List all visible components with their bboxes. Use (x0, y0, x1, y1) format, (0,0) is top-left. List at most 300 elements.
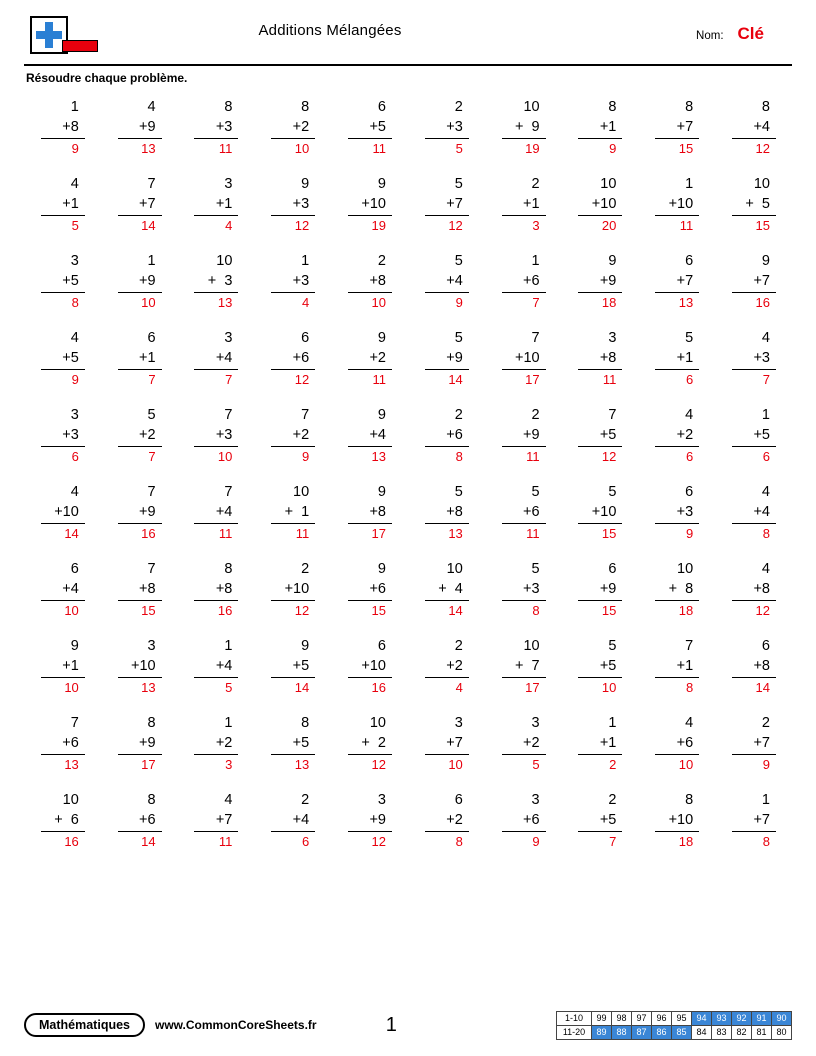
problem-addend: +3 (425, 117, 469, 139)
problem-answer: 11 (602, 372, 617, 387)
problem-addend: +5 (578, 656, 622, 678)
problem-top-number: 6 (608, 561, 617, 577)
problem-top-number: 7 (147, 484, 156, 500)
problem-answer: 9 (609, 141, 617, 156)
problem-cell (408, 636, 485, 697)
problem-top-number: 2 (761, 715, 770, 731)
problem-top-number: 10 (523, 99, 540, 115)
problem-top-number: 3 (224, 330, 233, 346)
problem-addend: + 1 (271, 502, 315, 524)
problem-cell (638, 405, 715, 466)
problem-addend: +3 (271, 194, 315, 216)
problem-answer: 10 (448, 757, 463, 772)
problem-cell (485, 328, 562, 389)
scoring-key-table (556, 1011, 792, 1040)
problem-addend: +9 (118, 117, 162, 139)
problem-answer: 11 (372, 141, 386, 156)
problem-addend: +9 (578, 579, 622, 601)
problem-answer: 11 (218, 526, 233, 541)
problem-top-number: 6 (377, 99, 386, 115)
problem-cell (254, 328, 331, 389)
problem-cell (254, 559, 331, 620)
problem-addend: +2 (194, 733, 238, 755)
problem-addend: +6 (348, 579, 392, 601)
problem-cell (254, 482, 331, 543)
problem-addend: +10 (655, 810, 699, 832)
problem-answer: 14 (294, 680, 310, 695)
problem-answer: 20 (601, 218, 617, 233)
problem-cell (562, 405, 639, 466)
problem-addend: +7 (194, 810, 238, 832)
problem-top-number: 9 (377, 176, 386, 192)
problem-top-number: 4 (70, 176, 79, 192)
scoring-key-cell: 93 (712, 1011, 732, 1025)
problem-answer: 4 (455, 680, 463, 695)
problem-top-number: 10 (62, 792, 79, 808)
problem-top-number: 1 (761, 407, 770, 423)
problem-addend: +6 (502, 502, 546, 524)
problem-answer: 19 (525, 141, 540, 156)
problem-cell (562, 97, 639, 158)
problem-cell (178, 174, 255, 235)
problem-cell (562, 636, 639, 697)
problem-top-number: 6 (70, 561, 79, 577)
problem-top-number: 8 (685, 792, 694, 808)
problem-cell (562, 174, 639, 235)
problem-answer: 6 (685, 372, 694, 387)
problem-cell (101, 97, 178, 158)
problem-cell (638, 97, 715, 158)
problem-cell (485, 790, 562, 851)
problem-addend: +6 (118, 810, 162, 832)
problem-answer: 14 (64, 526, 79, 541)
problem-top-number: 3 (224, 176, 233, 192)
problem-addend: +7 (655, 271, 699, 293)
problem-answer: 7 (225, 372, 233, 387)
problem-answer: 14 (448, 603, 463, 618)
problem-answer: 13 (371, 449, 386, 464)
problem-answer: 17 (371, 526, 386, 541)
problem-top-number: 9 (608, 253, 617, 269)
problem-cell (715, 97, 792, 158)
problem-cell (101, 482, 178, 543)
problem-top-number: 3 (531, 792, 540, 808)
problem-top-number: 3 (377, 792, 386, 808)
scoring-key-cell: 86 (652, 1025, 672, 1039)
problem-top-number: 5 (685, 330, 694, 346)
problem-cell (715, 636, 792, 697)
problem-top-number: 7 (608, 407, 617, 423)
problem-answer: 10 (371, 295, 386, 310)
problem-addend: +3 (194, 425, 238, 447)
problem-top-number: 3 (147, 638, 156, 654)
problem-addend: +9 (425, 348, 469, 370)
scoring-key-cell: 99 (592, 1011, 612, 1025)
problem-addend: +4 (271, 810, 315, 832)
header-divider (24, 64, 792, 66)
scoring-key-cell: 90 (772, 1011, 792, 1025)
problem-answer: 7 (148, 449, 156, 464)
problem-top-number: 8 (301, 715, 310, 731)
problem-addend: +6 (502, 271, 546, 293)
problem-answer: 12 (755, 603, 770, 618)
problem-answer: 10 (141, 295, 156, 310)
problem-addend: +8 (348, 271, 392, 293)
problem-top-number: 5 (454, 484, 463, 500)
problem-cell (331, 636, 408, 697)
problem-top-number: 6 (685, 253, 694, 269)
problem-addend: +10 (655, 194, 699, 216)
problem-answer: 15 (371, 603, 386, 618)
problem-answer: 8 (685, 680, 694, 695)
problem-top-number: 5 (608, 638, 617, 654)
problem-cell (638, 328, 715, 389)
problem-addend: +7 (655, 117, 699, 139)
problem-top-number: 1 (70, 99, 79, 115)
problem-answer: 7 (532, 295, 540, 310)
problem-top-number: 5 (454, 330, 463, 346)
problem-answer: 8 (455, 834, 463, 849)
problem-addend: +8 (348, 502, 392, 524)
problem-top-number: 1 (224, 638, 233, 654)
problem-addend: +2 (271, 117, 315, 139)
problem-addend: +10 (578, 502, 622, 524)
problem-addend: +5 (41, 271, 85, 293)
name-label: Nom: (696, 30, 724, 42)
problem-addend: +1 (578, 117, 622, 139)
problem-addend: +5 (41, 348, 85, 370)
website-link[interactable]: www.CommonCoreSheets.fr (155, 1018, 317, 1032)
problem-answer: 14 (755, 680, 770, 695)
problem-cell (101, 559, 178, 620)
problem-answer: 2 (609, 757, 617, 772)
problem-cell (715, 482, 792, 543)
problem-cell (254, 405, 331, 466)
problem-addend: +4 (425, 271, 469, 293)
problem-addend: +2 (348, 348, 392, 370)
problem-cell (715, 713, 792, 774)
problem-top-number: 5 (454, 176, 463, 192)
problem-top-number: 9 (377, 407, 386, 423)
problem-top-number: 1 (608, 715, 617, 731)
problem-cell (562, 559, 639, 620)
problem-cell (638, 559, 715, 620)
problem-cell (562, 251, 639, 312)
problem-answer: 9 (455, 295, 463, 310)
problem-cell (331, 790, 408, 851)
problem-top-number: 9 (301, 176, 310, 192)
problem-cell (331, 251, 408, 312)
problem-top-number: 3 (70, 253, 79, 269)
problem-answer: 10 (64, 603, 79, 618)
problem-cell (101, 405, 178, 466)
problem-answer: 15 (678, 141, 694, 156)
problem-cell (24, 790, 101, 851)
problem-cell (178, 328, 255, 389)
problem-cell (331, 713, 408, 774)
problem-top-number: 3 (531, 715, 540, 731)
problem-addend: +9 (118, 502, 162, 524)
problem-top-number: 2 (454, 638, 463, 654)
problem-answer: 13 (678, 295, 694, 310)
problem-cell (178, 251, 255, 312)
problem-top-number: 9 (761, 253, 770, 269)
problem-top-number: 8 (224, 99, 233, 115)
worksheet-title: Additions Mélangées (258, 22, 402, 39)
problem-answer: 16 (141, 526, 156, 541)
problem-cell (715, 405, 792, 466)
problem-addend: +7 (425, 733, 469, 755)
problem-top-number: 1 (685, 176, 694, 192)
problem-addend: +3 (502, 579, 546, 601)
problem-answer: 8 (762, 834, 770, 849)
problem-top-number: 4 (224, 792, 233, 808)
problem-answer: 5 (225, 680, 233, 695)
problem-cell (178, 790, 255, 851)
problem-addend: +7 (732, 810, 776, 832)
problem-cell (485, 636, 562, 697)
problem-cell (408, 174, 485, 235)
problem-cell (638, 713, 715, 774)
problem-cell (254, 251, 331, 312)
problem-answer: 10 (678, 757, 694, 772)
problem-addend: +4 (732, 117, 776, 139)
problem-cell (715, 559, 792, 620)
scoring-key-range-label: 1-10 (557, 1011, 592, 1025)
problem-addend: +1 (655, 656, 699, 678)
problem-top-number: 9 (377, 330, 386, 346)
problem-addend: + 4 (425, 579, 469, 601)
problem-cell (408, 97, 485, 158)
problem-answer: 12 (294, 603, 310, 618)
problem-top-number: 8 (224, 561, 233, 577)
problem-cell (101, 790, 178, 851)
problem-cell (715, 328, 792, 389)
problem-top-number: 2 (454, 407, 463, 423)
problem-answer: 12 (371, 834, 386, 849)
problem-cell (24, 713, 101, 774)
problem-cell (24, 482, 101, 543)
problem-addend: +7 (732, 271, 776, 293)
problem-answer: 6 (301, 834, 310, 849)
problem-top-number: 5 (531, 561, 540, 577)
problem-top-number: 7 (224, 484, 233, 500)
problem-top-number: 10 (753, 176, 770, 192)
problem-addend: + 6 (41, 810, 85, 832)
problem-cell (24, 636, 101, 697)
problem-cell (254, 636, 331, 697)
problem-top-number: 4 (761, 330, 770, 346)
problem-answer: 18 (678, 834, 694, 849)
problem-answer: 16 (371, 680, 386, 695)
problem-grid (24, 97, 792, 851)
problem-addend: +2 (655, 425, 699, 447)
problem-addend: +7 (118, 194, 162, 216)
problem-cell (715, 790, 792, 851)
problem-answer: 16 (217, 603, 233, 618)
problem-answer: 18 (678, 603, 694, 618)
scoring-key-cell: 85 (672, 1025, 692, 1039)
problem-cell (254, 790, 331, 851)
problem-addend: + 8 (655, 579, 699, 601)
problem-addend: +9 (502, 425, 546, 447)
problem-addend: +5 (578, 425, 622, 447)
problem-addend: +5 (348, 117, 392, 139)
problem-addend: +9 (578, 271, 622, 293)
problem-answer: 11 (372, 372, 386, 387)
problem-top-number: 5 (531, 484, 540, 500)
problem-top-number: 3 (454, 715, 463, 731)
scoring-key-cell: 96 (652, 1011, 672, 1025)
problem-cell (562, 328, 639, 389)
problem-addend: +2 (118, 425, 162, 447)
plus-logo-icon (24, 14, 96, 58)
problem-answer: 11 (218, 834, 233, 849)
problem-answer: 9 (71, 372, 79, 387)
problem-addend: +1 (41, 194, 85, 216)
problem-answer: 9 (71, 141, 79, 156)
problem-addend: +10 (348, 656, 392, 678)
problem-cell (638, 174, 715, 235)
problem-answer: 17 (141, 757, 156, 772)
problem-addend: +6 (41, 733, 85, 755)
problem-addend: +4 (194, 348, 238, 370)
problem-answer: 4 (301, 295, 310, 310)
problem-cell (24, 405, 101, 466)
name-field-group (564, 14, 792, 44)
problem-addend: +1 (194, 194, 238, 216)
problem-addend: +9 (118, 271, 162, 293)
problem-answer: 15 (141, 603, 156, 618)
problem-top-number: 1 (224, 715, 233, 731)
problem-top-number: 10 (369, 715, 386, 731)
problem-addend: +2 (425, 656, 469, 678)
problem-addend: +5 (271, 733, 315, 755)
problem-answer: 14 (141, 834, 156, 849)
worksheet-header (24, 14, 792, 62)
problem-top-number: 6 (685, 484, 694, 500)
problem-top-number: 8 (685, 99, 694, 115)
problem-cell (101, 174, 178, 235)
problem-top-number: 6 (377, 638, 386, 654)
problem-top-number: 4 (685, 407, 694, 423)
problem-answer: 8 (532, 603, 540, 618)
problem-answer: 8 (71, 295, 79, 310)
problem-top-number: 4 (70, 484, 79, 500)
problem-cell (101, 713, 178, 774)
problem-top-number: 6 (761, 638, 770, 654)
problem-addend: +9 (118, 733, 162, 755)
problem-addend: + 2 (348, 733, 392, 755)
problem-top-number: 7 (301, 407, 310, 423)
problem-addend: +3 (41, 425, 85, 447)
problem-addend: +3 (655, 502, 699, 524)
problem-top-number: 10 (600, 176, 617, 192)
problem-answer: 12 (294, 372, 310, 387)
problem-answer: 9 (762, 757, 770, 772)
problem-addend: +8 (732, 656, 776, 678)
title-container (96, 14, 564, 39)
problem-top-number: 7 (224, 407, 233, 423)
problem-top-number: 2 (608, 792, 617, 808)
problem-cell (331, 559, 408, 620)
problem-answer: 19 (371, 218, 386, 233)
problem-addend: +4 (348, 425, 392, 447)
problem-top-number: 8 (147, 715, 156, 731)
problem-answer: 12 (371, 757, 386, 772)
problem-cell (485, 482, 562, 543)
problem-answer: 5 (71, 218, 79, 233)
problem-addend: +1 (578, 733, 622, 755)
footer-left (24, 1013, 317, 1037)
problem-top-number: 7 (147, 561, 156, 577)
problem-answer: 3 (225, 757, 233, 772)
problem-addend: +3 (732, 348, 776, 370)
problem-addend: +10 (118, 656, 162, 678)
problem-addend: +10 (271, 579, 315, 601)
problem-answer: 9 (532, 834, 540, 849)
problem-answer: 11 (526, 449, 540, 464)
problem-answer: 12 (755, 141, 770, 156)
scoring-key-cell: 82 (732, 1025, 752, 1039)
problem-cell (178, 482, 255, 543)
problem-top-number: 2 (531, 407, 540, 423)
problem-cell (485, 174, 562, 235)
problem-top-number: 10 (677, 561, 694, 577)
scoring-key-cell: 88 (612, 1025, 632, 1039)
problem-answer: 5 (455, 141, 463, 156)
problem-cell (408, 405, 485, 466)
problem-top-number: 10 (446, 561, 463, 577)
problem-answer: 11 (526, 526, 540, 541)
problem-addend: +10 (348, 194, 392, 216)
problem-cell (408, 559, 485, 620)
problem-cell (254, 174, 331, 235)
problem-top-number: 7 (70, 715, 79, 731)
problem-top-number: 4 (685, 715, 694, 731)
problem-answer: 9 (301, 449, 310, 464)
problem-top-number: 9 (70, 638, 79, 654)
problem-addend: +9 (348, 810, 392, 832)
problem-answer: 14 (448, 372, 463, 387)
problem-addend: +4 (194, 656, 238, 678)
problem-addend: +5 (732, 425, 776, 447)
problem-answer: 7 (148, 372, 156, 387)
problem-answer: 3 (532, 218, 540, 233)
problem-top-number: 2 (377, 253, 386, 269)
problem-cell (178, 97, 255, 158)
problem-cell (178, 405, 255, 466)
problem-cell (331, 174, 408, 235)
problem-cell (331, 405, 408, 466)
scoring-key-cell: 95 (672, 1011, 692, 1025)
problem-top-number: 5 (454, 253, 463, 269)
problem-top-number: 5 (608, 484, 617, 500)
problem-top-number: 1 (301, 253, 310, 269)
problem-answer: 13 (141, 680, 156, 695)
problem-top-number: 4 (761, 484, 770, 500)
problem-addend: +8 (425, 502, 469, 524)
problem-answer: 12 (448, 218, 463, 233)
problem-answer: 9 (685, 526, 694, 541)
problem-top-number: 9 (301, 638, 310, 654)
problem-answer: 13 (141, 141, 156, 156)
problem-cell (101, 328, 178, 389)
problem-addend: +2 (425, 810, 469, 832)
problem-cell (638, 790, 715, 851)
problem-cell (562, 713, 639, 774)
problem-top-number: 1 (531, 253, 540, 269)
